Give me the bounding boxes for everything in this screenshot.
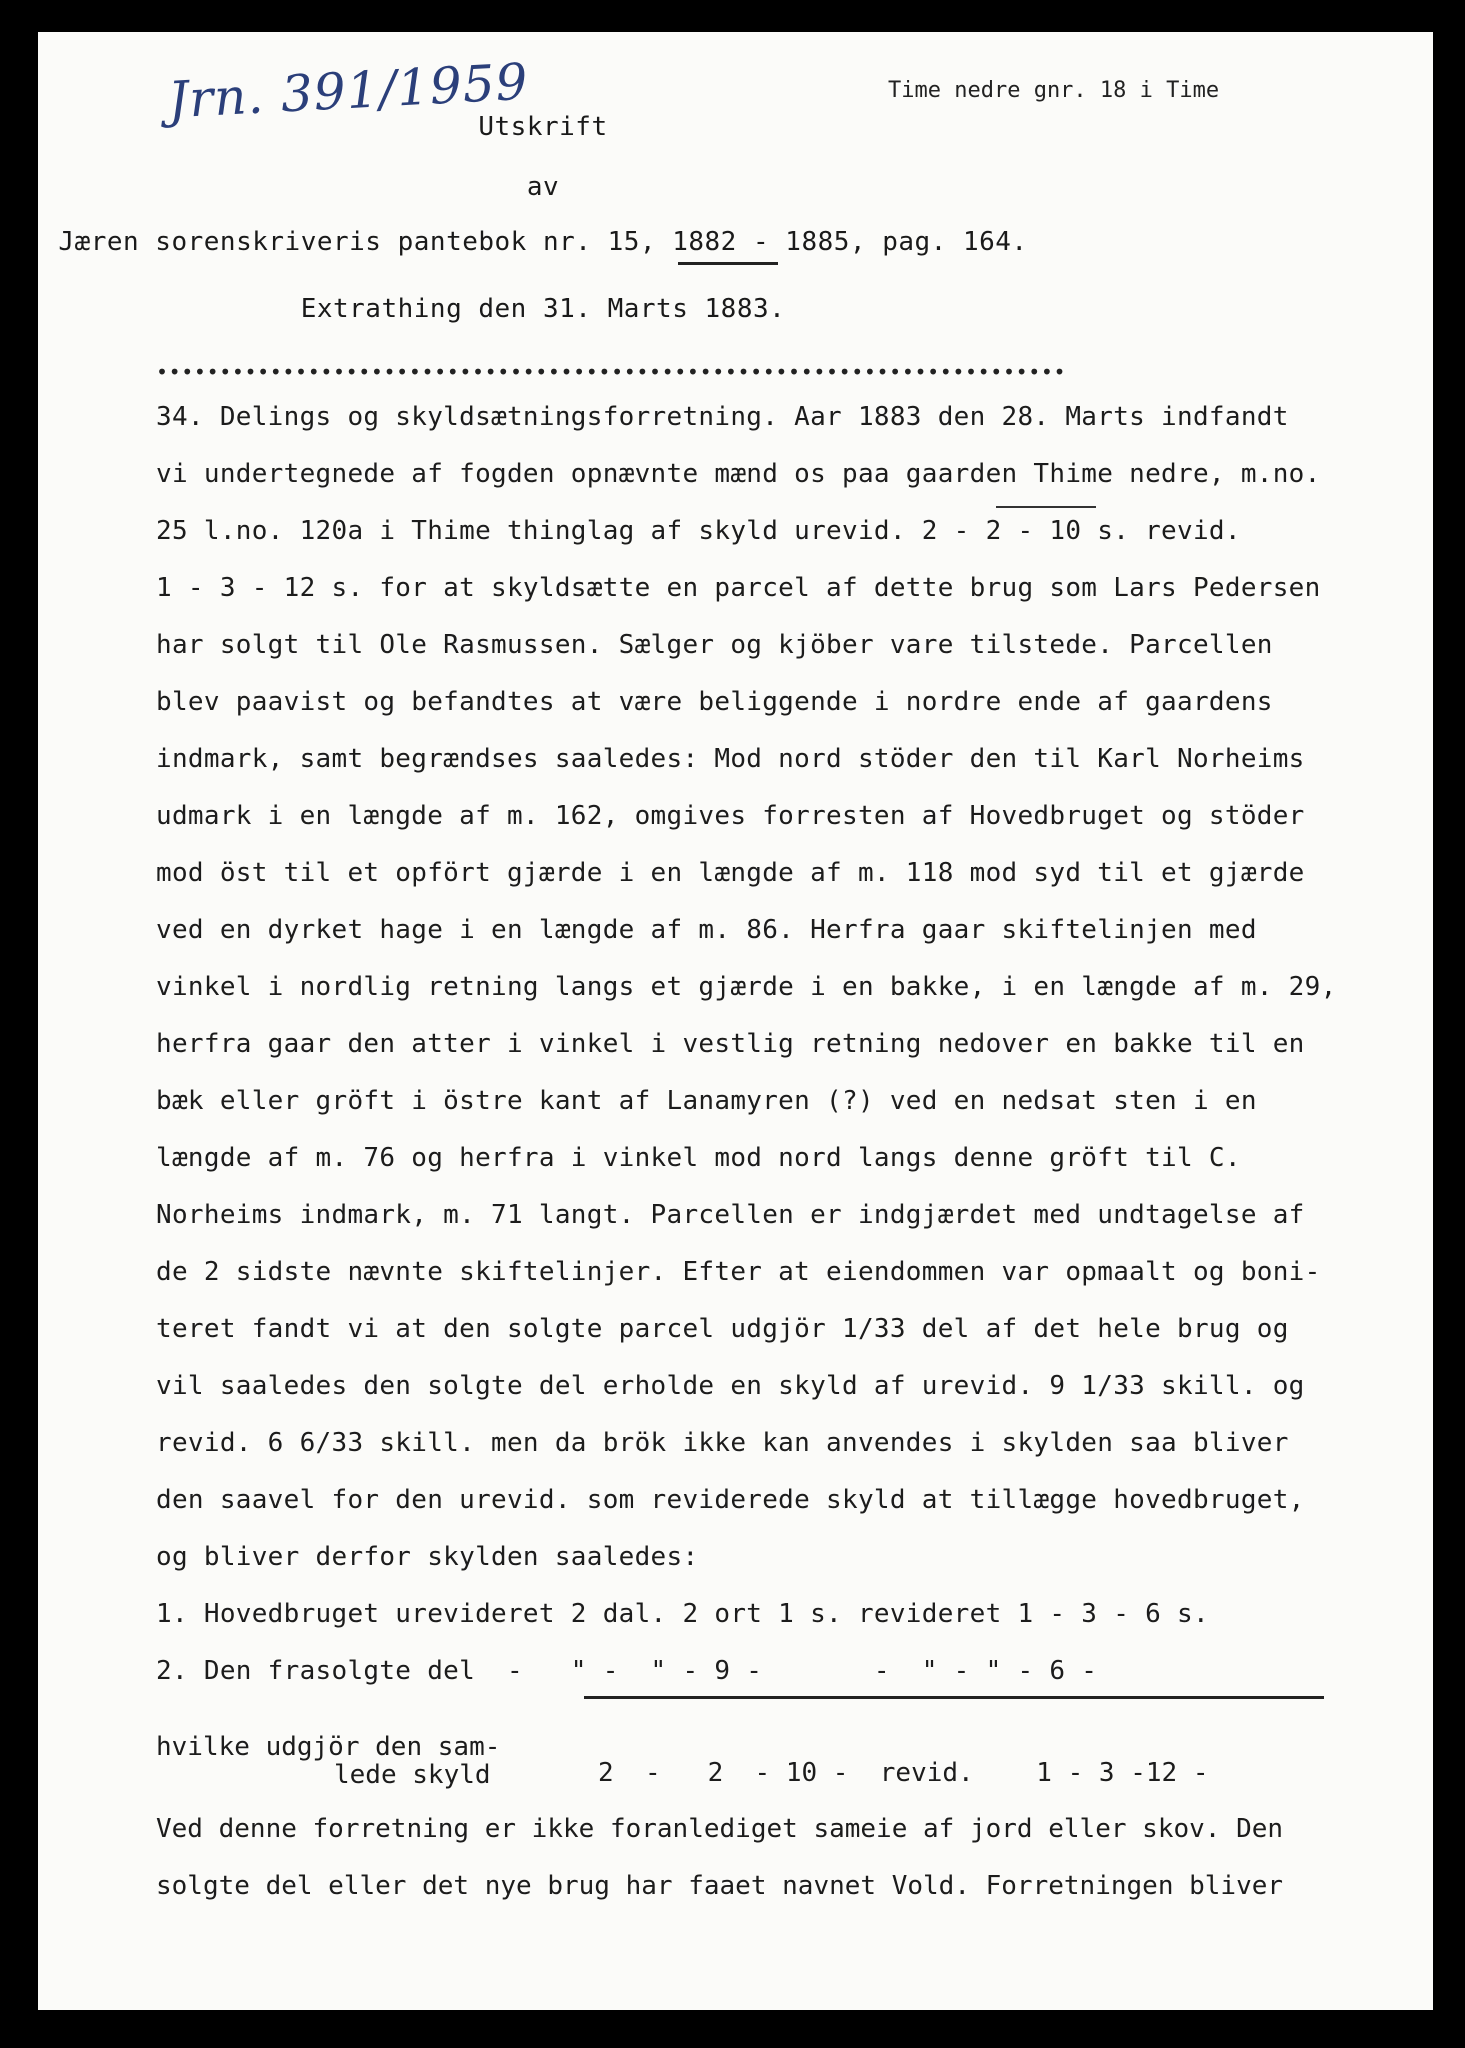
title-utskrift: Utskrift: [478, 112, 608, 142]
sum-label: lede skyld: [334, 1760, 491, 1790]
body-line: bæk eller gröft i östre kant af Lanamyren (?) ved en nedsat sten i en: [156, 1086, 1257, 1116]
sum-values: 2 - 2 - 10 - revid. 1 - 3 -12 -: [598, 1758, 1209, 1788]
handwritten-journal-number: Jrn. 391/1959: [166, 52, 530, 130]
location-reference: Time nedre gnr. 18 i Time: [888, 78, 1220, 103]
body-line: vil saaledes den solgte del erholde en skyld af urevid. 9 1/33 skill. og: [156, 1371, 1305, 1401]
dotted-separator: ••••••••••••••••••••••••••••••••••••••••••••••••••••••••••••••••••••••••: [156, 360, 1067, 384]
underline-mark: [678, 262, 778, 265]
body-line: 1. Hovedbruget urevideret 2 dal. 2 ort 1 s. revideret 1 - 3 - 6 s.: [156, 1599, 1209, 1629]
title-source: Jæren sorenskriveris pantebok nr. 15, 1882 - 1885, pag. 164.: [58, 227, 1028, 257]
sum-label: hvilke udgjör den sam-: [156, 1732, 501, 1762]
sum-rule: [584, 1696, 1324, 1699]
body-line: 1 - 3 - 12 s. for at skyldsætte en parcel af dette brug som Lars Pedersen: [156, 573, 1321, 603]
body-line: indmark, samt begrændses saaledes: Mod nord stöder den til Karl Norheims: [156, 744, 1305, 774]
body-line: og bliver derfor skylden saaledes:: [156, 1542, 699, 1572]
body-line: Ved denne forretning er ikke foranlediget sameie af jord eller skov. Den: [156, 1814, 1284, 1844]
title-av: av: [526, 172, 560, 202]
body-line: den saavel for den urevid. som reviderede skyld at tillægge hovedbruget,: [156, 1485, 1305, 1515]
body-line: længde af m. 76 og herfra i vinkel mod nord langs denne gröft til C.: [156, 1143, 1241, 1173]
body-line: solgte del eller det nye brug har faaet navnet Vold. Forretningen bliver: [156, 1871, 1284, 1901]
body-line: 2. Den frasolgte del - " - " - 9 - - " - " - 6 -: [156, 1656, 1098, 1686]
body-line: revid. 6 6/33 skill. men da brök ikke kan anvendes i skylden saa bliver: [156, 1428, 1289, 1458]
body-line: vinkel i nordlig retning langs et gjærde i en bakke, i en længde af m. 29,: [156, 972, 1337, 1002]
body-line: vi undertegnede af fogden opnævnte mænd os paa gaarden Thime nedre, m.no.: [156, 459, 1321, 489]
body-line: 34. Delings og skyldsætningsforretning. Aar 1883 den 28. Marts indfandt: [156, 402, 1289, 432]
title-date: Extrathing den 31. Marts 1883.: [300, 294, 786, 324]
body-line: de 2 sidste nævnte skiftelinjer. Efter at eiendommen var opmaalt og boni-: [156, 1257, 1321, 1287]
body-line: ved en dyrket hage i en længde af m. 86. Herfra gaar skiftelinjen med: [156, 915, 1257, 945]
document-page: [38, 32, 1433, 2010]
underline-mark: [996, 506, 1096, 508]
body-line: udmark i en længde af m. 162, omgives forresten af Hovedbruget og stöder: [156, 801, 1305, 831]
body-line: teret fandt vi at den solgte parcel udgjör 1/33 del af det hele brug og: [156, 1314, 1289, 1344]
body-line: Norheims indmark, m. 71 langt. Parcellen er indgjærdet med undtagelse af: [156, 1200, 1305, 1230]
body-line: blev paavist og befandtes at være beliggende i nordre ende af gaardens: [156, 687, 1273, 717]
body-line: herfra gaar den atter i vinkel i vestlig retning nedover en bakke til en: [156, 1029, 1305, 1059]
body-line: mod öst til et opfört gjærde i en længde af m. 118 mod syd til et gjærde: [156, 858, 1305, 888]
body-line: har solgt til Ole Rasmussen. Sælger og kjöber vare tilstede. Parcellen: [156, 630, 1273, 660]
body-line: 25 l.no. 120a i Thime thinglag af skyld urevid. 2 - 2 - 10 s. revid.: [156, 516, 1241, 546]
